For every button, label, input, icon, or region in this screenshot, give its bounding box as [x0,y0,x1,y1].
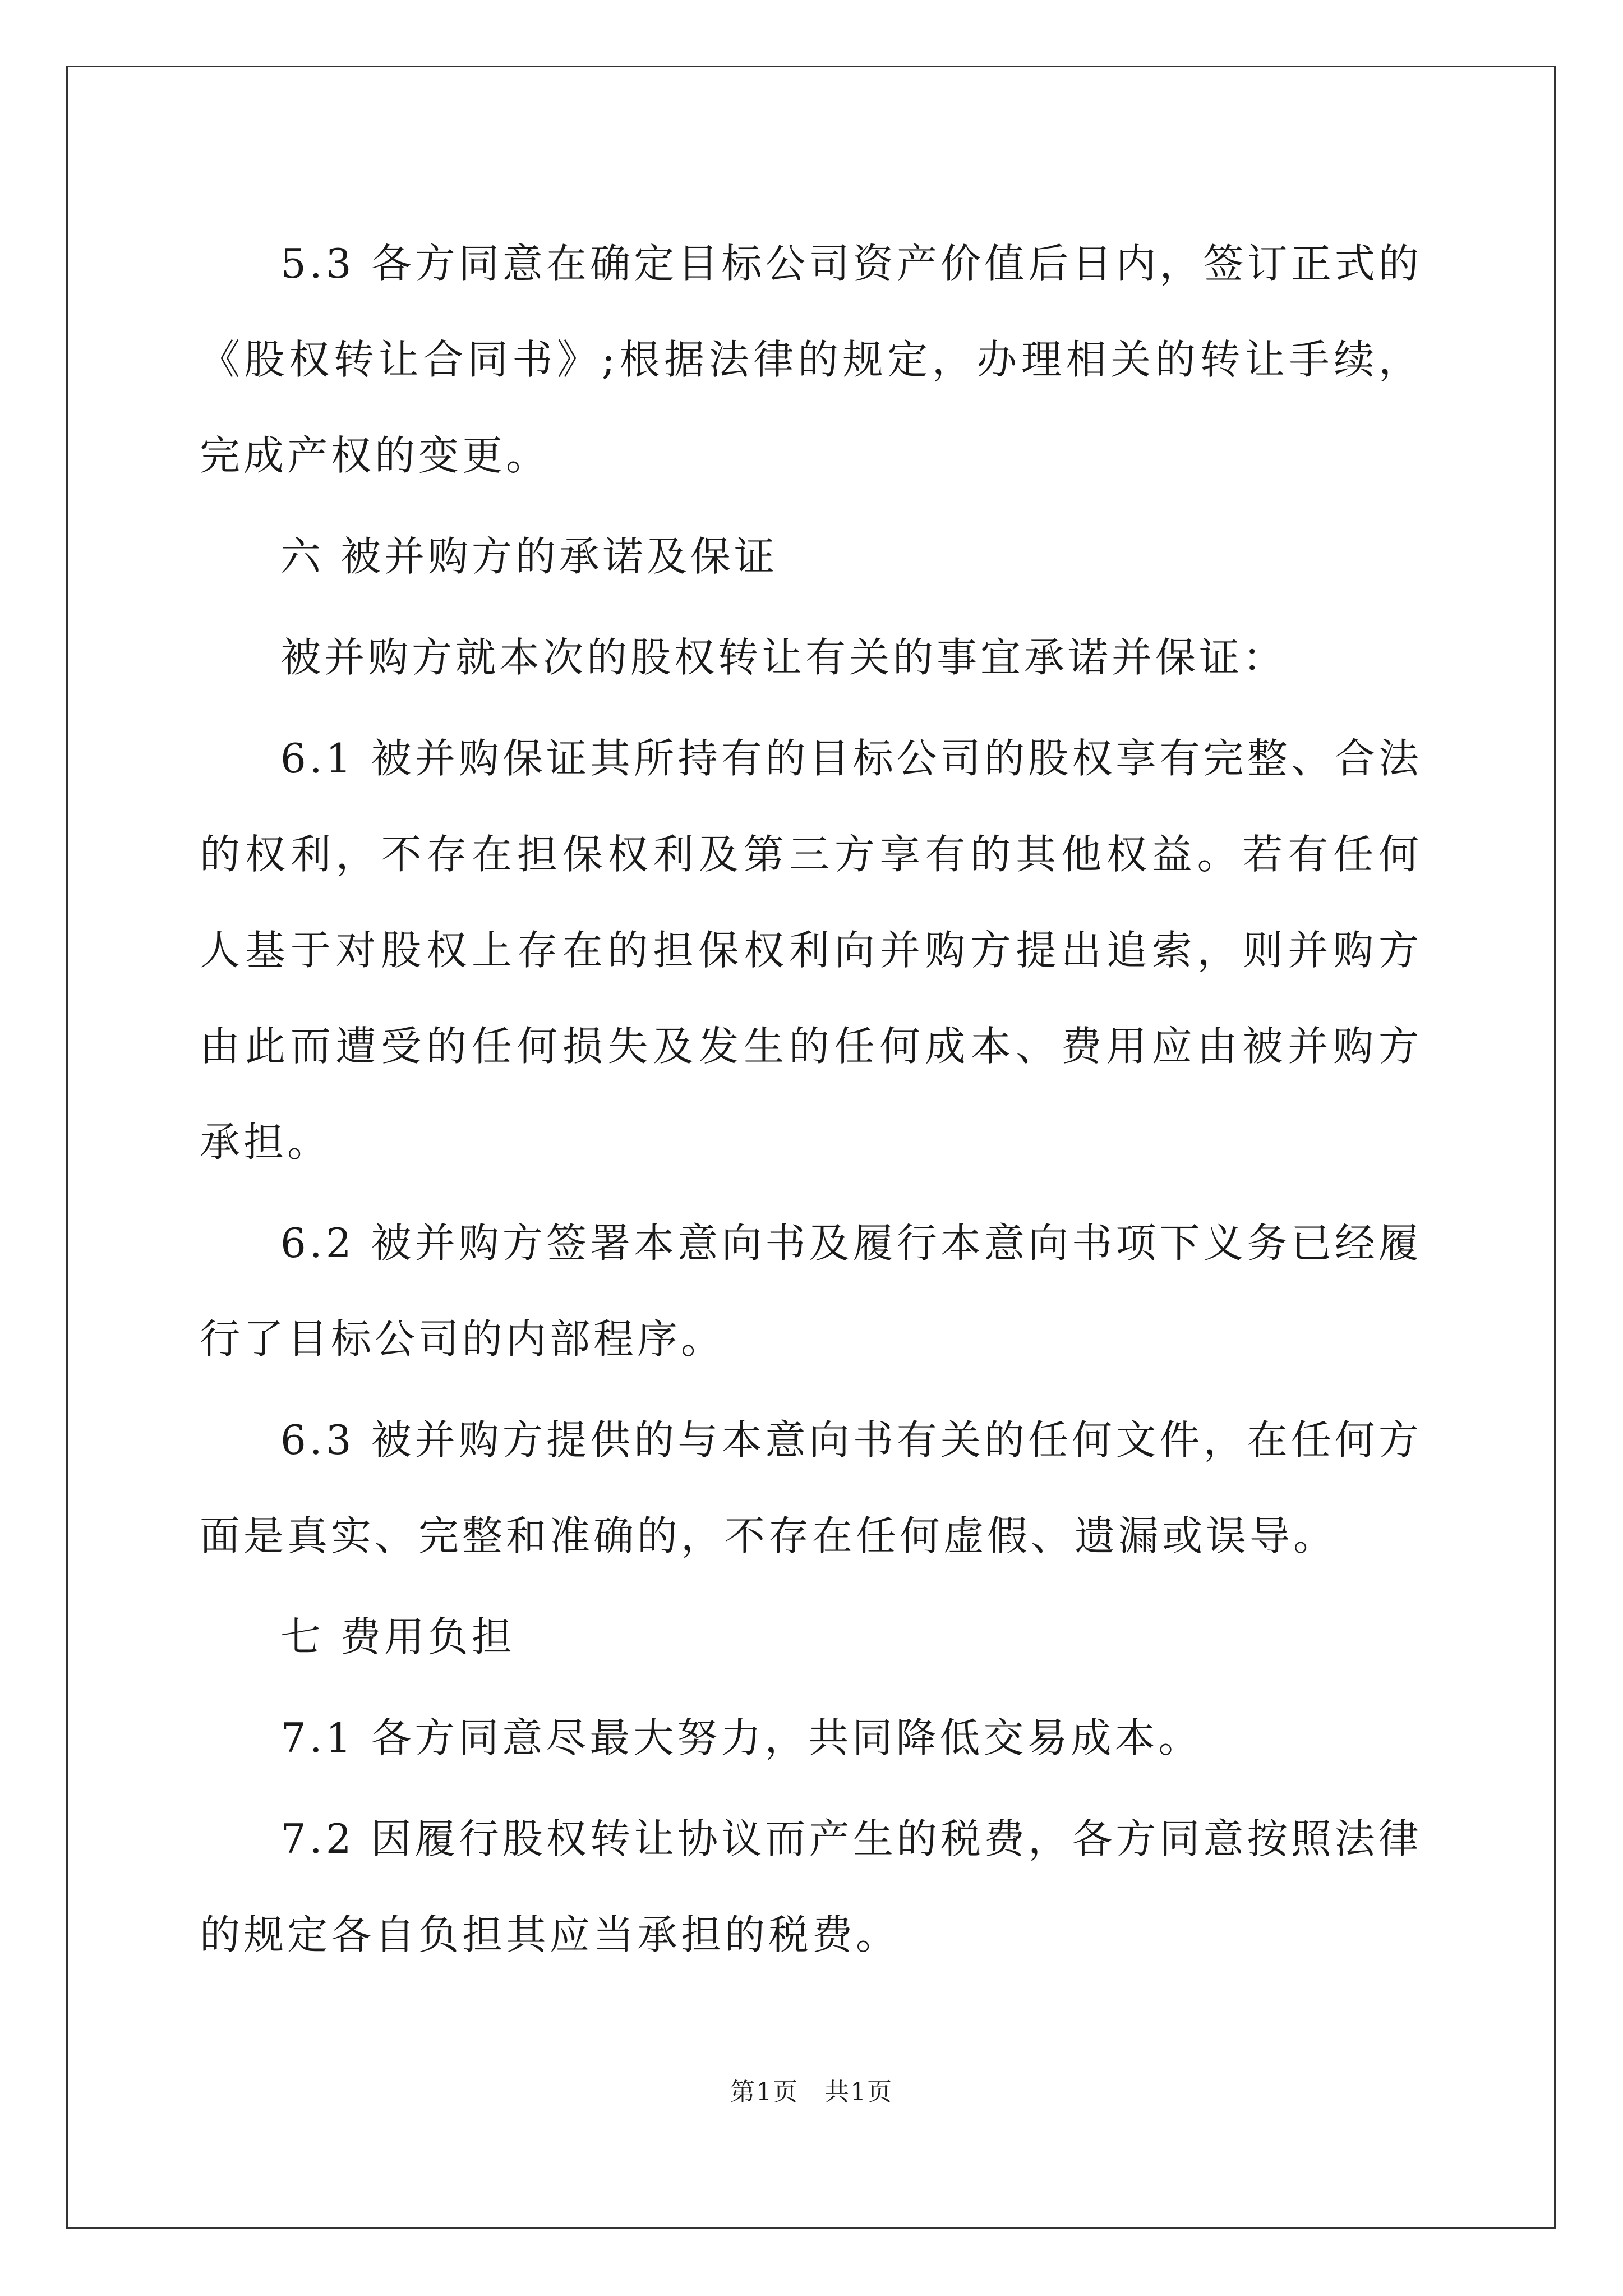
paragraph-5-3: 5.3 各方同意在确定目标公司资产价值后日内，签订正式的《股权转让合同书》;根据法律的规定，办理相关的转让手续，完成产权的变更。 [200,240,1422,479]
paragraph-6-3: 6.3 被并购方提供的与本意向书有关的任何文件，在任何方面是真实、完整和准确的，不存在任何虚假、遗漏或误导。 [200,1416,1422,1559]
paragraph-6-intro: 被并购方就本次的股权转让有关的事宜承诺并保证： [280,634,1287,681]
section-heading-7: 七 费用负担 [280,1613,515,1660]
paragraph-6-1: 6.1 被并购保证其所持有的目标公司的股权享有完整、合法的权利，不存在担保权利及第三方享有的其他权益。若有任何人基于对股权上存在的担保权利向并购方提出追索，则并购方由此而遭受的任何损失及发生的任何成本、费用应由被并购方承担。 [200,735,1422,1166]
document-body [200,216,1422,1983]
paragraph-7-2: 7.2 因履行股权转让协议而产生的税费，各方同意按照法律的规定各自负担其应当承担的税费。 [200,1815,1422,1958]
section-heading-6: 六 被并购方的承诺及保证 [280,533,778,580]
paragraph-6-2: 6.2 被并购方签署本意向书及履行本意向书项下义务已经履行了目标公司的内部程序。 [200,1220,1422,1363]
paragraph-7-1: 7.1 各方同意尽最大努力，共同降低交易成本。 [280,1714,1202,1761]
page-number-footer: 第1页 共1页 [730,2078,893,2106]
